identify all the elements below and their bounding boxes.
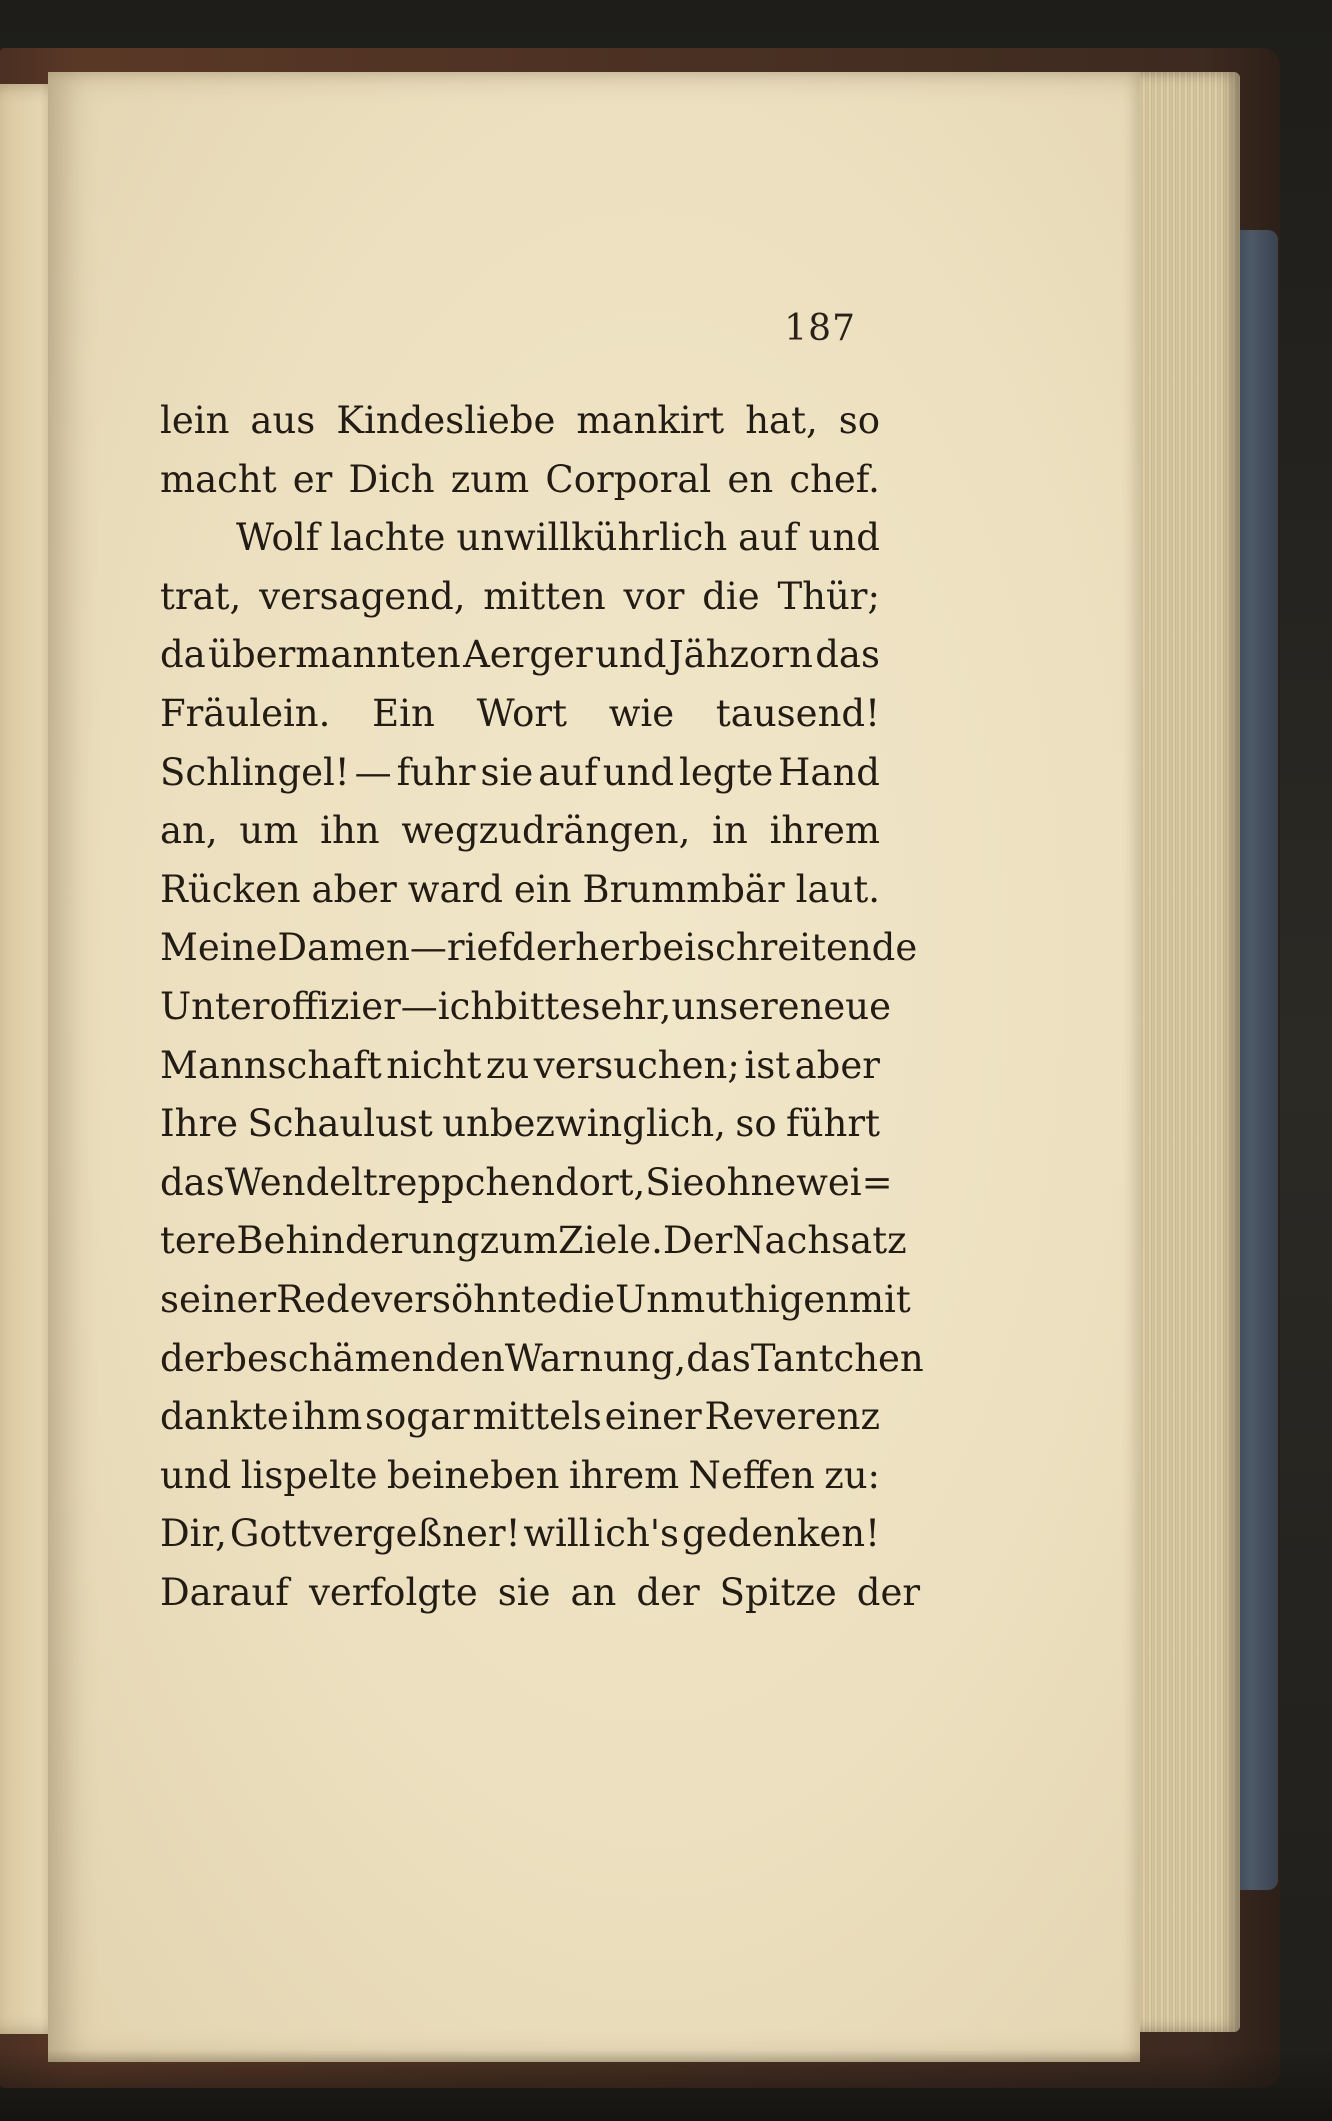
page-text: [160, 392, 924, 1622]
text-line: Fräulein. Ein Wort wie tausend!: [160, 691, 880, 735]
text-line: Darauf verfolgte sie an der Spitze der: [160, 1570, 921, 1614]
text-line: Dir, Gottvergeßner! will ich's gedenken!: [160, 1512, 880, 1556]
text-line: Rücken aber ward ein Brummbär laut.: [160, 867, 880, 911]
text-line: macht er Dich zum Corporal en chef.: [160, 457, 880, 501]
text-line: tere Behinderung zum Ziele. Der Nachsatz: [160, 1219, 907, 1263]
text-line: dankte ihm sogar mittels einer Reverenz: [160, 1395, 880, 1439]
text-line: lein aus Kindesliebe mankirt hat, so: [160, 399, 880, 442]
text-line: das Wendeltreppchen dort, Sie ohne wei=: [160, 1160, 893, 1204]
text-line: Ihre Schaulust unbezwinglich, so führt: [160, 1102, 880, 1146]
text-line: seiner Rede versöhnte die Unmuthigen mit: [160, 1277, 911, 1321]
text-line: der beschämenden Warnung, das Tantchen: [160, 1336, 924, 1380]
bottom-shadow: [0, 2050, 1332, 2121]
text-line: Schlingel! — fuhr sie auf und legte Hand: [160, 750, 880, 794]
text-line: an, um ihn wegzudrängen, in ihrem: [160, 809, 880, 853]
text-line: trat, versagend, mitten vor die Thür;: [160, 574, 880, 618]
text-line: Mannschaft nicht zu versuchen; ist aber: [160, 1043, 880, 1087]
text-line: Wolf lachte unwillkührlich auf und: [236, 516, 880, 560]
text-line: da übermannten Aerger und Jähzorn das: [160, 633, 880, 677]
text-line: Meine Damen — rief der herbeischreitende: [160, 926, 918, 970]
text-line: Unteroffizier — ich bitte sehr, unsere neue: [160, 984, 892, 1028]
page-number: 187: [784, 308, 856, 349]
text-line: und lispelte beineben ihrem Neffen zu:: [160, 1453, 880, 1497]
